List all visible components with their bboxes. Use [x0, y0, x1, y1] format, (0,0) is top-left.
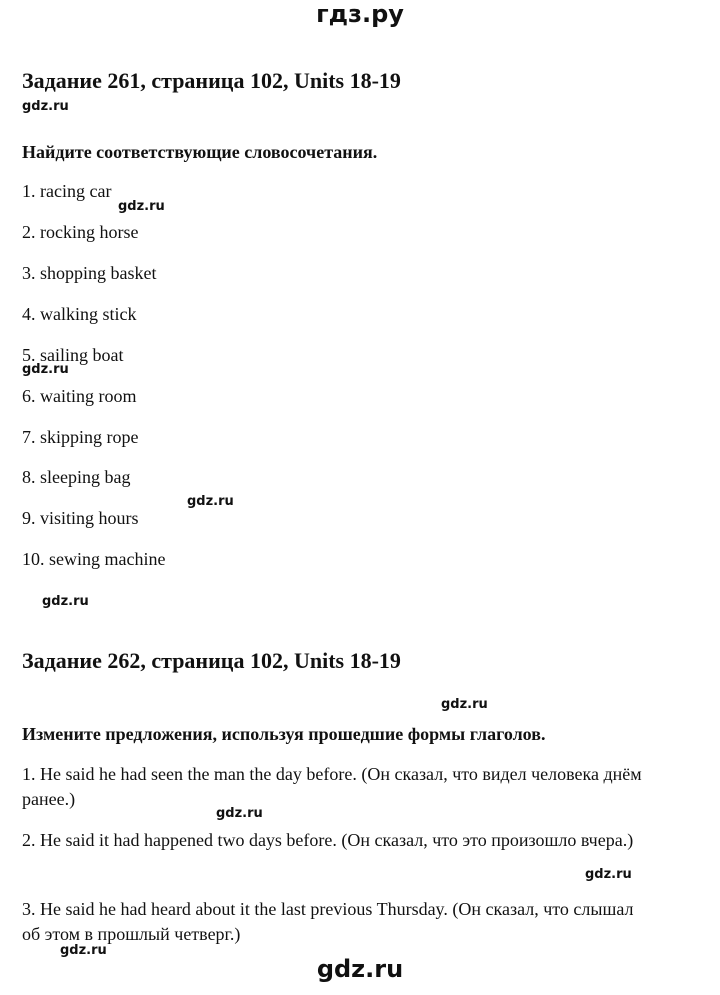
list-item: 5. sailing boat	[22, 345, 124, 365]
watermark: gdz.ru	[22, 99, 69, 114]
list-item: 3. shopping basket	[22, 263, 157, 283]
watermark: gdz.ru	[187, 494, 234, 509]
list-item: 6. waiting room	[22, 386, 137, 406]
list-item: 10. sewing machine	[22, 549, 166, 569]
watermark: gdz.ru	[216, 806, 263, 821]
task-261-instruction: Найдите соответствующие словосочетания.	[22, 142, 378, 162]
task-262-title: Задание 262, страница 102, Units 18-19	[22, 648, 401, 673]
list-item: 1. He said he had seen the man the day before. (Он сказал, что видел человека днём ранее.)	[22, 764, 642, 809]
task-261-title: Задание 261, страница 102, Units 18-19	[22, 68, 401, 93]
task-262-instruction: Измените предложения, используя прошедшие формы глаголов.	[22, 724, 546, 744]
watermark: gdz.ru	[118, 199, 165, 214]
list-item: 2. rocking horse	[22, 222, 139, 242]
list-item: 7. skipping rope	[22, 427, 139, 447]
site-header: гдз.ру	[316, 0, 404, 28]
list-item: 4. walking stick	[22, 304, 137, 324]
watermark: gdz.ru	[22, 362, 69, 377]
list-item: 2. He said it had happened two days before. (Он сказал, что это произошло вчера.)	[22, 830, 634, 850]
list-item: 1. racing car	[22, 181, 112, 201]
list-item: 9. visiting hours	[22, 508, 139, 528]
watermark: gdz.ru	[60, 943, 107, 958]
watermark: gdz.ru	[441, 697, 488, 712]
list-item: 3. He said he had heard about it the last previous Thursday. (Он сказал, что слышал об этом в прошлый четверг.)	[22, 899, 634, 944]
list-item: 8. sleeping bag	[22, 467, 131, 487]
watermark: gdz.ru	[585, 867, 632, 882]
watermark: gdz.ru	[42, 594, 89, 609]
site-footer: gdz.ru	[316, 955, 404, 983]
